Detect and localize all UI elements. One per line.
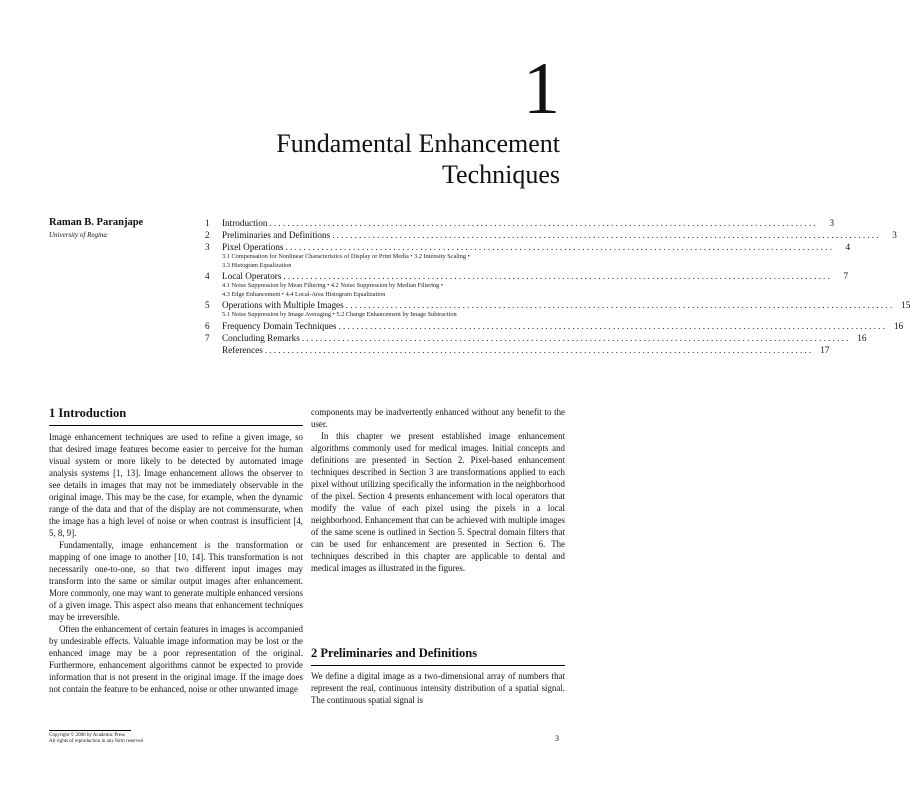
toc-number: 2 [205,230,210,240]
toc-title: Preliminaries and Definitions [222,230,331,240]
toc-number: 7 [205,332,210,343]
toc-page: 16 [893,320,904,331]
toc-page: 15 [901,300,910,310]
toc-entry[interactable] [205,229,897,241]
toc-leader: .......................................................................................................................... [285,242,835,252]
toc-page: 4 [845,242,851,252]
toc-entry[interactable] [205,217,835,229]
toc-page: 7 [843,271,849,281]
toc-entry[interactable] [205,241,851,270]
toc-number: 5 [205,300,210,310]
section-2-heading [311,646,565,666]
toc-leader: .......................................................................................................................... [338,320,888,331]
toc-number: 3 [205,242,210,252]
chapter-title [140,128,560,190]
toc-title: Operations with Multiple Images [222,300,344,310]
author-affiliation: University of Regina [49,231,107,239]
toc-leader: .......................................................................................................................... [301,332,851,343]
toc-leader: .......................................................................................................................... [269,218,819,228]
toc-subsection-line: 4.3 Edge Enhancement • 4.4 Local-Area Histogram Equalization [222,290,386,298]
toc-entry[interactable] [205,320,904,332]
paragraph: Fundamentally, image enhancement is the transformation or mapping of one image to another [10, 14]. This transformation is not necessarily one-to-one, so that two different input images may transform into the same or similar output images after enhancement. More commonly, one may want to generate multiple enhanced versions of a given image. This aspect also means that enhancement techniques may be irreversible. [49,540,303,622]
section-1-heading [49,406,303,426]
toc-title: Frequency Domain Techniques [222,320,337,331]
toc-subsection-line: 3.1 Compensation for Nonlinear Characteristics of Display or Print Media • 3.2 Intensity Scaling • [222,253,470,260]
chapter-number: 1 [523,48,560,130]
paragraph: In this chapter we present established image enhancement algorithms commonly used for medical images. Initial concepts and definitions are presented in Section 2. Pixel-based enhancement techniques described in Section 3 are transformations applied to each pixel without utilizing specifically the information in the neighborhood of the pixel. Section 4 presents enhancement with local operators that modify the value of each pixel using the pixels in a local neighborhood. Enhancement that can be achieved with multiple images of the same scene is outlined in Section 5. Spectral domain filters that can be used for enhancement are presented in Section 6. The techniques described in this chapter are applicable to dental and medical images as illustrated in the figures. [311,431,565,573]
toc-page: 3 [829,218,835,228]
rights-line: All rights of reproduction in any form reserved [49,739,144,745]
page-number: 3 [555,734,559,743]
toc-title: Local Operators [222,271,282,281]
toc-subsection-line: 3.3 Histogram Equalization [222,261,292,269]
toc-number: 1 [205,218,210,228]
toc-leader: .......................................................................................................................... [332,230,881,240]
paragraph: We define a digital image as a two-dimensional array of numbers that represent the real, continuous intensity distribution of a spatial signal. The continuous spatial signal is [311,671,565,705]
left-column [49,431,303,695]
toc-subsections [205,282,562,299]
copyright-line: Copyright © 2000 by Academic Press [49,733,125,738]
chapter-title-line2: Techniques [441,160,560,189]
toc-leader: .......................................................................................................................... [283,271,833,281]
toc-leader: .......................................................................................................................... [345,300,895,310]
paragraph: Often the enhancement of certain features in images is accompanied by undesirable effects. Valuable image information may be lost or the enhanced image may be a poor representation of the original. Furthermore, enhancement algorithms cannot be expected to provide information that is not present in the original image. If the image does not contain the feature to be enhanced, noise or other unwanted image [49,624,303,694]
toc-subsection-line: 5.1 Noise Suppression by Image Averaging • 5.2 Change Enhancement by Image Subtraction [222,311,457,318]
toc-title: Pixel Operations [222,242,284,252]
toc-page: 16 [857,332,867,343]
toc-entry[interactable] [205,344,830,356]
toc-title: References [222,344,263,355]
chapter-title-line1: Fundamental Enhancement [276,129,560,158]
section-heading: 2 Preliminaries and Definitions [311,646,478,660]
toc-entry[interactable] [205,332,867,344]
paragraph: Image enhancement techniques are used to refine a given image, so that desired image features become easier to perceive for the human visual system or more likely to be detected by automated image analysis systems [1, 13]. Image enhancement allows the observer to see details in images that may not be immediately observable in the original image. This may be the case, for example, when the dynamic range of the data and that of the display are not commensurate, when the image has a high level of noise or when contrast is insufficient [4, 5, 8, 9]. [49,432,303,538]
toc-subsections [205,311,562,320]
toc-title: Introduction [222,218,268,228]
toc-subsections [205,253,562,270]
toc-page: 3 [892,230,897,240]
table-of-contents [205,217,910,356]
paragraph: components may be inadvertently enhanced without any benefit to the user. [311,407,565,429]
toc-leader: .......................................................................................................................... [264,344,814,355]
toc-title: Concluding Remarks [222,332,300,343]
section-heading: 1 Introduction [49,406,127,420]
toc-entry[interactable] [205,299,910,320]
section-2-body [311,670,565,706]
right-column [311,406,565,574]
copyright-footer [49,730,144,746]
author-name: Raman B. Paranjape [49,217,144,228]
toc-number: 4 [205,271,210,281]
toc-entry[interactable] [205,270,849,299]
toc-number: 6 [205,320,210,331]
toc-subsection-line: 4.1 Noise Suppression by Mean Filtering • 4.2 Noise Suppression by Median Filtering • [222,282,444,289]
toc-page: 17 [820,344,830,355]
